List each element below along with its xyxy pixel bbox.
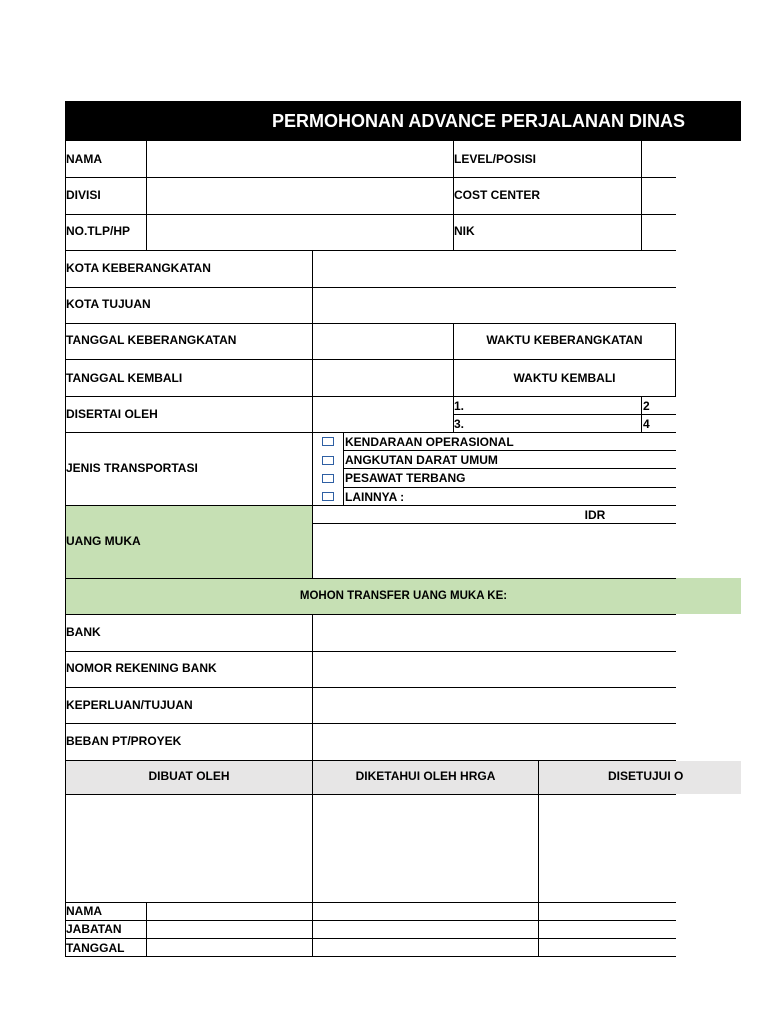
kota-keberangkatan-label: KOTA KEBERANGKATAN <box>66 261 211 275</box>
disertai-oleh-label: DISERTAI OLEH <box>66 407 158 421</box>
sig-tanggal-label: TANGGAL <box>66 941 125 955</box>
keperluan-label: KEPERLUAN/TUJUAN <box>66 698 193 712</box>
companion-4-label: 4 <box>643 417 650 431</box>
checkbox-kendaraan-operasional[interactable] <box>322 437 334 446</box>
waktu-kembali-label: WAKTU KEMBALI <box>513 371 616 385</box>
uang-muka-input[interactable] <box>313 524 676 578</box>
disetujui-oleh-header: DISETUJUI O <box>608 769 684 783</box>
companion-3-label: 3. <box>454 417 465 431</box>
companion-1-label: 1. <box>454 399 465 413</box>
checkbox-lainnya[interactable] <box>322 492 334 501</box>
nik-label: NIK <box>454 224 475 238</box>
level-posisi-input[interactable] <box>642 142 676 177</box>
kota-tujuan-input[interactable] <box>313 288 676 323</box>
checkbox-pesawat-terbang[interactable] <box>322 474 334 483</box>
checkbox-angkutan-darat-umum[interactable] <box>322 456 334 465</box>
nik-input[interactable] <box>642 215 676 250</box>
bank-input[interactable] <box>313 615 676 651</box>
sig-jabatan-label: JABATAN <box>66 922 122 936</box>
currency-label: IDR <box>584 508 606 522</box>
signature-box-dibuat[interactable] <box>66 795 312 902</box>
signature-box-disetujui[interactable] <box>539 795 676 902</box>
sig-nama-label: NAMA <box>66 904 102 918</box>
disertai-oleh-input[interactable] <box>313 397 453 432</box>
bank-label: BANK <box>66 625 101 639</box>
form-title-bar <box>65 101 741 141</box>
nama-input[interactable] <box>147 142 453 177</box>
no-tlp-input[interactable] <box>147 215 453 250</box>
kota-keberangkatan-input[interactable] <box>313 251 676 287</box>
nomor-rekening-label: NOMOR REKENING BANK <box>66 661 217 675</box>
tanggal-kembali-input[interactable] <box>313 360 453 396</box>
no-tlp-label: NO.TLP/HP <box>66 224 131 238</box>
companion-2-label: 2 <box>643 399 650 413</box>
divisi-label: DIVISI <box>66 188 101 202</box>
cost-center-input[interactable] <box>642 178 676 214</box>
option-pesawat-terbang: PESAWAT TERBANG <box>345 471 466 485</box>
beban-input[interactable] <box>313 724 676 760</box>
jenis-transportasi-label: JENIS TRANSPORTASI <box>66 461 198 475</box>
waktu-keberangkatan-label: WAKTU KEBERANGKATAN <box>486 333 643 347</box>
uang-muka-label: UANG MUKA <box>66 534 141 548</box>
kota-tujuan-label: KOTA TUJUAN <box>66 297 151 311</box>
nama-label: NAMA <box>66 152 102 166</box>
option-kendaraan-operasional: KENDARAAN OPERASIONAL <box>345 435 514 449</box>
cost-center-label: COST CENTER <box>454 188 541 202</box>
tanggal-keberangkatan-label: TANGGAL KEBERANGKATAN <box>66 333 237 347</box>
diketahui-oleh-header: DIKETAHUI OLEH HRGA <box>355 769 496 783</box>
tanggal-keberangkatan-input[interactable] <box>313 324 453 359</box>
transfer-header: MOHON TRANSFER UANG MUKA KE: <box>299 590 508 602</box>
form-title: PERMOHONAN ADVANCE PERJALANAN DINAS <box>272 111 686 131</box>
dibuat-oleh-header: DIBUAT OLEH <box>148 769 230 783</box>
beban-label: BEBAN PT/PROYEK <box>66 734 182 748</box>
nomor-rekening-input[interactable] <box>313 652 676 687</box>
keperluan-input[interactable] <box>313 688 676 723</box>
tanggal-kembali-label: TANGGAL KEMBALI <box>66 371 183 385</box>
option-lainnya: LAINNYA : <box>345 490 405 504</box>
option-angkutan-darat-umum: ANGKUTAN DARAT UMUM <box>345 453 498 467</box>
level-posisi-label: LEVEL/POSISI <box>454 152 537 166</box>
divisi-input[interactable] <box>147 178 453 214</box>
signature-box-diketahui[interactable] <box>313 795 538 902</box>
